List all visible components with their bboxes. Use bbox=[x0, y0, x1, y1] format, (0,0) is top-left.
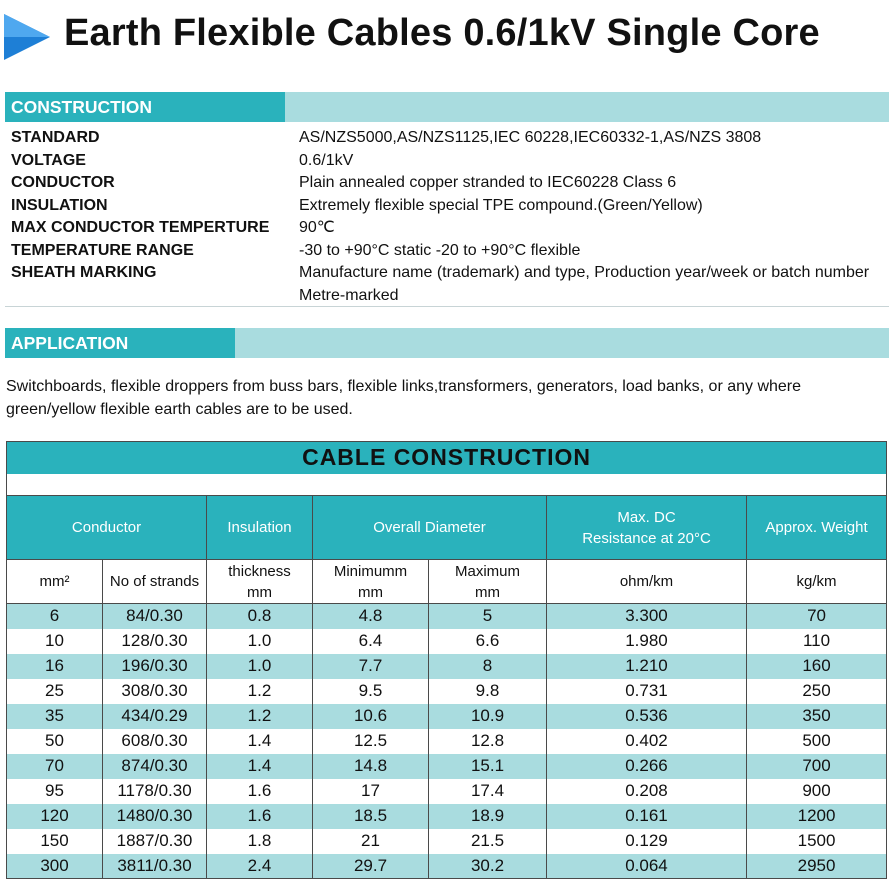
spec-row bbox=[5, 262, 889, 285]
cell-min-diameter: 29.7 bbox=[313, 854, 429, 879]
cell-thickness: 2.4 bbox=[207, 854, 313, 879]
cell-strands: 84/0.30 bbox=[103, 604, 207, 629]
table-row bbox=[7, 854, 887, 879]
cell-strands: 3811/0.30 bbox=[103, 854, 207, 879]
unit-weight: kg/km bbox=[747, 560, 887, 604]
cell-resistance: 1.210 bbox=[547, 654, 747, 679]
spec-key: INSULATION bbox=[11, 196, 108, 214]
cell-strands: 1480/0.30 bbox=[103, 804, 207, 829]
unit-size: mm² bbox=[7, 560, 103, 604]
spec-value: Extremely flexible special TPE compound.(Green/Yellow) bbox=[299, 196, 703, 214]
unit-resistance: ohm/km bbox=[547, 560, 747, 604]
cell-min-diameter: 7.7 bbox=[313, 654, 429, 679]
application-text: Switchboards, flexible droppers from buss bars, flexible links,transformers, generators, load banks, or any where green/yellow flexible earth cables are to be used. bbox=[6, 378, 802, 418]
cell-resistance: 3.300 bbox=[547, 604, 747, 629]
header-overall-diameter: Overall Diameter bbox=[313, 496, 547, 560]
spec-value: 90℃ bbox=[299, 219, 335, 236]
cell-size: 6 bbox=[7, 604, 103, 629]
spec-value: Metre-marked bbox=[299, 286, 399, 304]
cell-weight: 1500 bbox=[747, 829, 887, 854]
unit-thickness-line2: mm bbox=[247, 583, 272, 601]
cell-thickness: 0.8 bbox=[207, 604, 313, 629]
cell-weight: 70 bbox=[747, 604, 887, 629]
cell-thickness: 1.4 bbox=[207, 754, 313, 779]
title-row bbox=[0, 4, 891, 60]
unit-minimum-line2: mm bbox=[358, 583, 383, 601]
cell-max-diameter: 8 bbox=[429, 654, 547, 679]
unit-maximum-line1: Maximum bbox=[454, 562, 520, 580]
cell-weight: 160 bbox=[747, 654, 887, 679]
spec-value: Plain annealed copper stranded to IEC60228 Class 6 bbox=[299, 174, 677, 191]
table-row bbox=[7, 704, 887, 729]
cell-resistance: 0.161 bbox=[547, 804, 747, 829]
cell-resistance: 0.731 bbox=[547, 679, 747, 704]
spec-key: VOLTAGE bbox=[11, 151, 86, 169]
cell-size: 25 bbox=[7, 679, 103, 704]
cell-min-diameter: 6.4 bbox=[313, 629, 429, 654]
play-arrow-icon bbox=[4, 14, 50, 60]
construction-band bbox=[5, 92, 889, 122]
cell-thickness: 1.6 bbox=[207, 804, 313, 829]
cell-max-diameter: 17.4 bbox=[429, 779, 547, 804]
cell-resistance: 0.129 bbox=[547, 829, 747, 854]
cell-thickness: 1.0 bbox=[207, 654, 313, 679]
spec-key: SHEATH MARKING bbox=[11, 264, 157, 281]
table-row bbox=[7, 829, 887, 854]
spec-value: -30 to +90°C static -20 to +90°C flexible bbox=[299, 241, 581, 259]
cell-thickness: 1.8 bbox=[207, 829, 313, 854]
unit-minimum-line1: Minimumm bbox=[333, 562, 408, 580]
cell-weight: 250 bbox=[747, 679, 887, 704]
cell-weight: 700 bbox=[747, 754, 887, 779]
cell-strands: 1178/0.30 bbox=[103, 779, 207, 804]
cell-min-diameter: 12.5 bbox=[313, 729, 429, 754]
table-row bbox=[7, 679, 887, 704]
cell-size: 95 bbox=[7, 779, 103, 804]
spec-value: 0.6/1kV bbox=[299, 151, 354, 169]
spec-row bbox=[5, 285, 889, 308]
header-weight: Approx. Weight bbox=[747, 496, 887, 560]
construction-specs bbox=[5, 127, 889, 307]
cell-resistance: 0.266 bbox=[547, 754, 747, 779]
cell-thickness: 1.6 bbox=[207, 779, 313, 804]
cell-resistance: 1.980 bbox=[547, 629, 747, 654]
page-title: Earth Flexible Cables 0.6/1kV Single Core bbox=[64, 12, 820, 54]
table-spacer bbox=[7, 474, 887, 496]
cell-thickness: 1.2 bbox=[207, 704, 313, 729]
table-caption: CABLE CONSTRUCTION bbox=[7, 442, 887, 474]
cell-max-diameter: 10.9 bbox=[429, 704, 547, 729]
cell-size: 300 bbox=[7, 854, 103, 879]
spec-key: STANDARD bbox=[11, 129, 100, 146]
cell-max-diameter: 18.9 bbox=[429, 804, 547, 829]
cable-construction-table bbox=[6, 441, 887, 879]
unit-thickness bbox=[207, 560, 313, 604]
cell-strands: 308/0.30 bbox=[103, 679, 207, 704]
cell-min-diameter: 4.8 bbox=[313, 604, 429, 629]
cell-weight: 500 bbox=[747, 729, 887, 754]
application-band bbox=[5, 328, 889, 358]
spec-key: CONDUCTOR bbox=[11, 174, 115, 191]
unit-maximum-line2: mm bbox=[475, 583, 500, 601]
spec-row bbox=[5, 217, 889, 240]
cell-size: 70 bbox=[7, 754, 103, 779]
table-row bbox=[7, 654, 887, 679]
cell-weight: 1200 bbox=[747, 804, 887, 829]
cell-weight: 900 bbox=[747, 779, 887, 804]
construction-heading: CONSTRUCTION bbox=[5, 92, 285, 122]
unit-minimum bbox=[313, 560, 429, 604]
divider bbox=[5, 306, 889, 307]
table-row bbox=[7, 729, 887, 754]
cell-size: 150 bbox=[7, 829, 103, 854]
spec-key bbox=[5, 285, 285, 308]
cell-thickness: 1.0 bbox=[207, 629, 313, 654]
cell-max-diameter: 12.8 bbox=[429, 729, 547, 754]
cell-max-diameter: 6.6 bbox=[429, 629, 547, 654]
cell-resistance: 0.208 bbox=[547, 779, 747, 804]
cell-size: 10 bbox=[7, 629, 103, 654]
cell-thickness: 1.2 bbox=[207, 679, 313, 704]
header-resistance-line2: Resistance at 20°C bbox=[582, 529, 711, 547]
cell-strands: 128/0.30 bbox=[103, 629, 207, 654]
cell-min-diameter: 17 bbox=[313, 779, 429, 804]
cell-weight: 350 bbox=[747, 704, 887, 729]
application-heading: APPLICATION bbox=[5, 328, 235, 358]
cell-strands: 874/0.30 bbox=[103, 754, 207, 779]
table-row bbox=[7, 754, 887, 779]
cell-weight: 2950 bbox=[747, 854, 887, 879]
spec-row bbox=[5, 195, 889, 218]
spec-row bbox=[5, 172, 889, 195]
table-row bbox=[7, 779, 887, 804]
cell-max-diameter: 5 bbox=[429, 604, 547, 629]
spec-key: MAX CONDUCTOR TEMPERTURE bbox=[11, 219, 270, 236]
cell-size: 120 bbox=[7, 804, 103, 829]
header-resistance-line1: Max. DC bbox=[617, 508, 676, 526]
cell-size: 50 bbox=[7, 729, 103, 754]
cell-size: 16 bbox=[7, 654, 103, 679]
header-insulation: Insulation bbox=[207, 496, 313, 560]
header-conductor: Conductor bbox=[7, 496, 207, 560]
cell-min-diameter: 21 bbox=[313, 829, 429, 854]
cell-max-diameter: 15.1 bbox=[429, 754, 547, 779]
spec-row bbox=[5, 240, 889, 263]
unit-strands: No of strands bbox=[103, 560, 207, 604]
spec-row bbox=[5, 127, 889, 150]
cell-min-diameter: 18.5 bbox=[313, 804, 429, 829]
cell-strands: 196/0.30 bbox=[103, 654, 207, 679]
cell-strands: 608/0.30 bbox=[103, 729, 207, 754]
cell-size: 35 bbox=[7, 704, 103, 729]
cell-weight: 110 bbox=[747, 629, 887, 654]
spec-value: AS/NZS5000,AS/NZS1125,IEC 60228,IEC60332-1,AS/NZS 3808 bbox=[299, 129, 762, 146]
cell-max-diameter: 9.8 bbox=[429, 679, 547, 704]
cell-min-diameter: 10.6 bbox=[313, 704, 429, 729]
cell-strands: 434/0.29 bbox=[103, 704, 207, 729]
cell-thickness: 1.4 bbox=[207, 729, 313, 754]
cell-max-diameter: 21.5 bbox=[429, 829, 547, 854]
cell-resistance: 0.536 bbox=[547, 704, 747, 729]
unit-maximum bbox=[429, 560, 547, 604]
cell-max-diameter: 30.2 bbox=[429, 854, 547, 879]
cell-min-diameter: 14.8 bbox=[313, 754, 429, 779]
unit-thickness-line1: thickness bbox=[228, 562, 291, 580]
cell-resistance: 0.064 bbox=[547, 854, 747, 879]
table-row bbox=[7, 804, 887, 829]
spec-key: TEMPERATURE RANGE bbox=[11, 241, 194, 259]
cell-min-diameter: 9.5 bbox=[313, 679, 429, 704]
spec-value: Manufacture name (trademark) and type, Production year/week or batch number bbox=[299, 264, 870, 281]
cell-resistance: 0.402 bbox=[547, 729, 747, 754]
cell-strands: 1887/0.30 bbox=[103, 829, 207, 854]
table-row bbox=[7, 629, 887, 654]
header-resistance bbox=[547, 496, 747, 560]
table-row bbox=[7, 604, 887, 629]
table-body bbox=[7, 604, 887, 879]
spec-row bbox=[5, 150, 889, 173]
